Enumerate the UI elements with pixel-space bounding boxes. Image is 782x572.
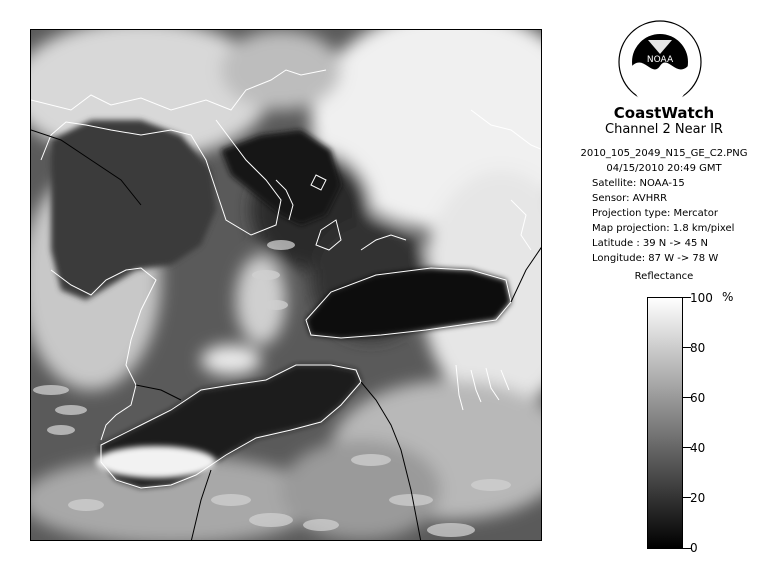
- logo-text: NOAA: [646, 55, 674, 65]
- satellite-map: [30, 29, 542, 541]
- legend-tick-label: 20: [690, 491, 706, 505]
- legend-tick-label: 80: [690, 341, 706, 355]
- noaa-logo-icon: [618, 20, 702, 104]
- datetime-label: 04/15/2010 20:49 GMT: [606, 163, 722, 174]
- channel-label: Channel 2 Near IR: [605, 122, 723, 137]
- legend-tick-label: 60: [690, 391, 706, 405]
- filename-label: 2010_105_2049_N15_GE_C2.PNG: [580, 148, 748, 159]
- legend-tick-label: 0: [690, 541, 698, 555]
- map-projection-label: Map projection: 1.8 km/pixel: [592, 223, 735, 234]
- satellite-label: Satellite: NOAA-15: [592, 178, 685, 189]
- latitude-label: Latitude : 39 N -> 45 N: [592, 238, 708, 249]
- projection-type-label: Projection type: Mercator: [592, 208, 718, 219]
- legend-title: Reflectance: [634, 271, 694, 282]
- satellite-image: [31, 30, 542, 541]
- sensor-label: Sensor: AVHRR: [592, 193, 668, 204]
- product-title: CoastWatch: [613, 104, 715, 122]
- legend-unit: %: [722, 290, 734, 304]
- reflectance-colorbar: [647, 297, 683, 549]
- legend-tick-label: 40: [690, 441, 706, 455]
- legend-tick-label: 100: [690, 291, 713, 305]
- longitude-label: Longitude: 87 W -> 78 W: [592, 253, 719, 264]
